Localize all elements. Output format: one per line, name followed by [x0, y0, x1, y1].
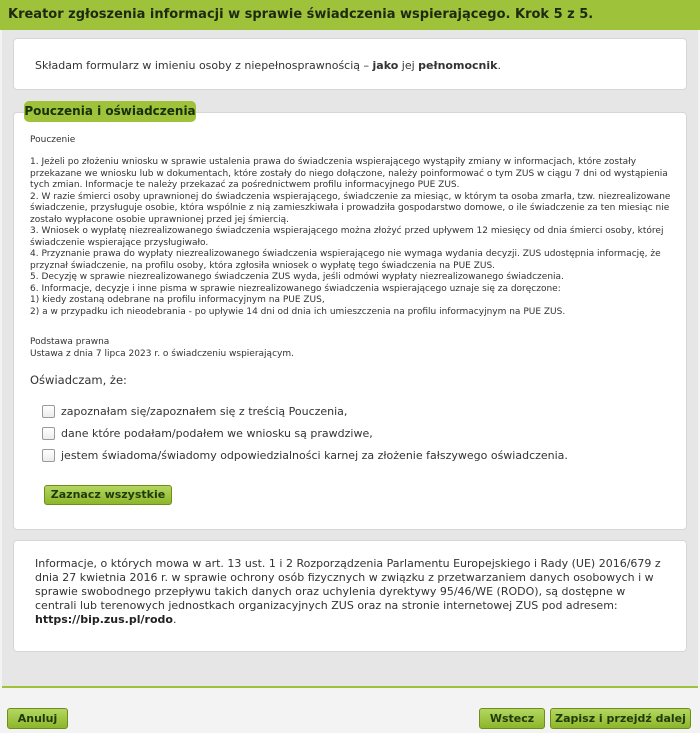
pouczenie-line: przekazane we wniosku lub w dokumentach, które zostały do niego dołączone, należy poinformować o tym ZUS w ciągu 7 dni od wystąpienia	[30, 168, 668, 179]
checkbox-row-dane[interactable]	[42, 425, 373, 441]
pouczenie-line: 1. Jeżeli po złożeniu wniosku w sprawie ustalenia prawa do świadczenia wspierającego wystąpiły zmiany w informacjach, które zostały	[30, 157, 637, 167]
pouczenie-line: 2. W razie śmierci osoby uprawnionej do świadczenia wspierającego, świadczenie za miesiąc, w którym ta osoba zmarła, tzw. niezrealizowane	[30, 191, 671, 202]
checkbox-odpowiedzialnosc[interactable]	[42, 449, 55, 462]
checkbox-label[interactable]: zapoznałam się/zapoznałem się z treścią Pouczenia,	[61, 404, 348, 418]
pouczenie-line: tych zmian. Informacje te należy przekazać za pośrednictwem profilu informacyjnego PUE ZUS.	[30, 180, 460, 190]
pouczenie-line: 4. Przyznanie prawa do wypłaty niezrealizowanego świadczenia wspierającego nie wymaga wydania decyzji. ZUS udostępnia informację, że	[30, 249, 661, 259]
declaration-suffix: .	[497, 59, 501, 72]
oswiadczam-label: Oświadczam, że:	[30, 373, 127, 387]
pouczenia-box	[13, 112, 687, 530]
wizard-header	[0, 0, 700, 30]
pouczenie-title: Pouczenie	[30, 135, 76, 145]
declaration-box	[13, 38, 687, 90]
pouczenie-line: świadczenie, przysługuje osobie, która wspólnie z nią zamieszkiwała i prowadziła gospodarstwo domowe, o ile świadczenie za ten miesiąc nie	[30, 203, 670, 213]
wizard-panel	[2, 30, 698, 688]
rodo-info-box	[13, 540, 687, 652]
declaration-text	[35, 59, 501, 72]
save-and-next-button[interactable]: Zapisz i przejdź dalej	[550, 708, 691, 729]
podstawa-prawna-title: Podstawa prawna	[30, 337, 110, 347]
declaration-middle: jej	[398, 59, 419, 72]
checkbox-pouczenie[interactable]	[42, 405, 55, 418]
checkbox-row-odpowiedzialnosc[interactable]	[42, 447, 568, 463]
rodo-info-text	[35, 557, 665, 627]
declaration-prefix: Składam formularz w imieniu osoby z niepełnosprawnością –	[35, 59, 373, 72]
checkbox-label[interactable]: dane które podałam/podałem we wniosku są prawdziwe,	[61, 426, 373, 440]
select-all-button[interactable]: Zaznacz wszystkie	[44, 485, 172, 505]
rodo-link[interactable]: https://bip.zus.pl/rodo	[35, 613, 173, 626]
pouczenie-line: 1) kiedy zostaną odebrane na profilu informacyjnym na PUE ZUS,	[30, 295, 325, 305]
back-button[interactable]: Wstecz	[479, 708, 545, 729]
wizard-title: Kreator zgłoszenia informacji w sprawie świadczenia wspierającego. Krok 5 z 5.	[8, 7, 594, 22]
declaration-role: pełnomocnik	[418, 59, 498, 72]
pouczenie-line: zostało wypłacone osobie uprawnionej przed jej śmiercią.	[30, 214, 290, 225]
pouczenie-line: przyznał świadczenie, na profilu osoby, która zgłosiła wniosek o wypłatę tego świadczenia na PUE ZUS.	[30, 260, 496, 271]
checkbox-dane[interactable]	[42, 427, 55, 440]
rodo-text: Informacje, o których mowa w art. 13 ust. 1 i 2 Rozporządzenia Parlamentu Europejskiego i Rady (UE) 2016/679 z dnia 27 kwietnia 2016 r. w sprawie ochrony osób fizycznych w związku z przetwarzaniem danych osobowych i w sprawie swobodnego przepływu takich danych oraz uchylenia dyrektywy 95/46/WE (RODO), są dostępne w centrali lub terenowych jednostkach organizacyjnych ZUS oraz na stronie internetowej ZUS pod adresem:	[35, 557, 661, 612]
checkbox-label[interactable]: jestem świadoma/świadomy odpowiedzialności karnej za złożenie fałszywego oświadczenia.	[61, 448, 568, 462]
pouczenie-line: 6. Informacje, decyzje i inne pisma w sprawie niezrealizowanego świadczenia wspierającego uznaje się za doręczone:	[30, 283, 561, 294]
cancel-button[interactable]: Anuluj	[7, 708, 68, 729]
declaration-jako: jako	[372, 59, 399, 72]
pouczenie-line: świadczenie wspierające przysługiwało.	[30, 237, 209, 248]
rodo-link-suffix: .	[172, 613, 177, 626]
pouczenie-line: 2) a w przypadku ich nieodebrania - po upływie 14 dni od dnia ich umieszczenia na profilu informacyjnym na PUE ZUS.	[30, 306, 566, 317]
pouczenie-line: 3. Wniosek o wypłatę niezrealizowanego świadczenia wspierającego można złożyć przed upływem 12 miesięcy od dnia śmierci osoby, której	[30, 226, 664, 236]
pouczenie-line: 5. Decyzję w sprawie niezrealizowanego świadczenia ZUS wyda, jeśli odmówi wypłaty niezrealizowanego świadczenia.	[30, 272, 564, 282]
pouczenie-list	[30, 157, 680, 318]
checkbox-row-pouczenie[interactable]	[42, 403, 347, 419]
section-tab: Pouczenia i oświadczenia	[24, 101, 196, 122]
podstawa-prawna-text: Ustawa z dnia 7 lipca 2023 r. o świadczeniu wspierającym.	[30, 349, 294, 359]
